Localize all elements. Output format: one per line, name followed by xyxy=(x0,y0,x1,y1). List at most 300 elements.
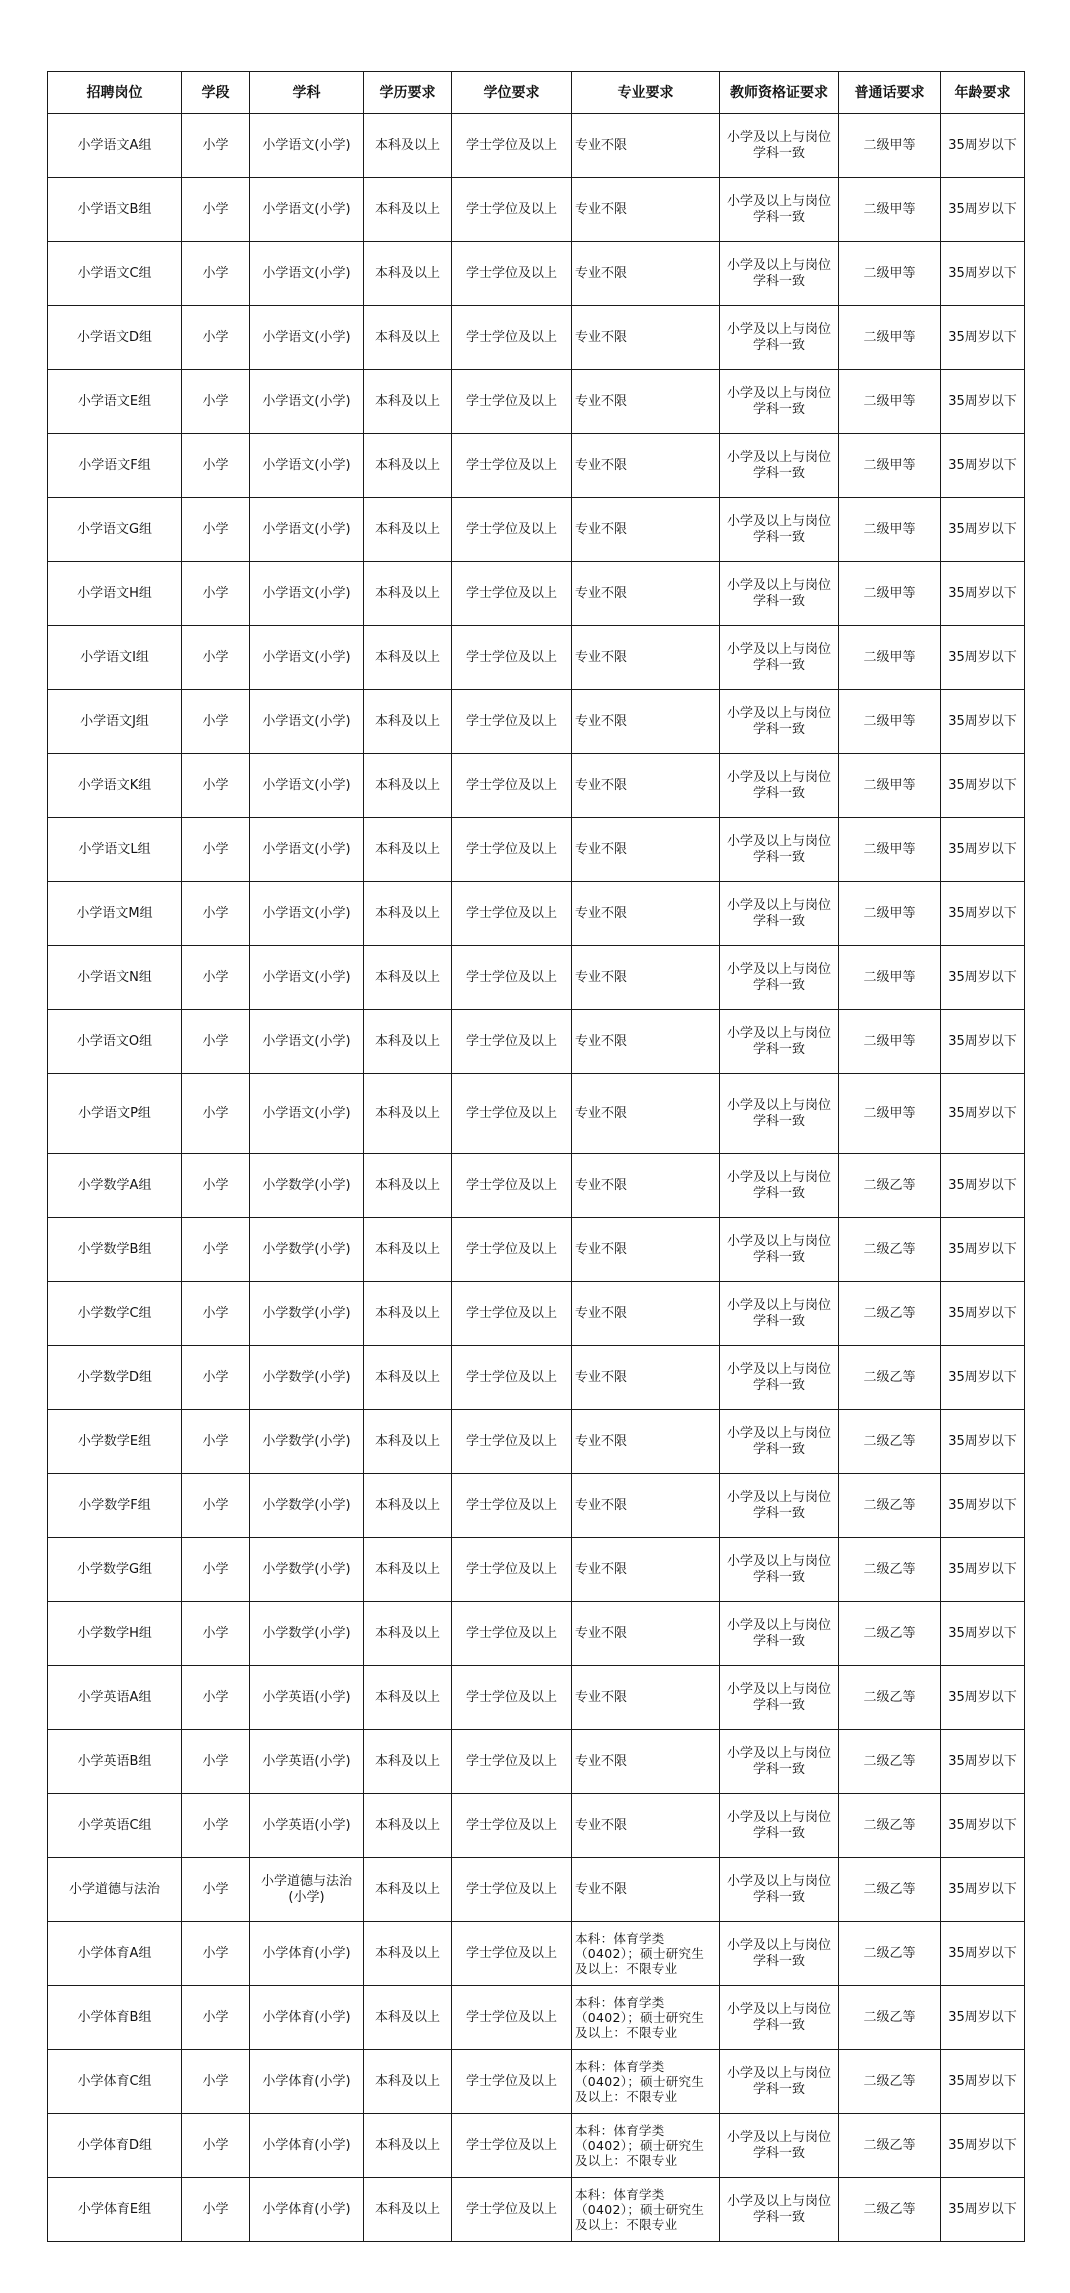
mandarin-cell: 二级甲等 xyxy=(839,754,941,818)
degree-cell: 学士学位及以上 xyxy=(452,626,572,690)
certificate-cell: 小学及以上与岗位学科一致 xyxy=(720,1858,839,1922)
mandarin-cell: 二级甲等 xyxy=(839,946,941,1010)
subject-cell: 小学语文(小学) xyxy=(250,754,364,818)
mandarin-cell: 二级甲等 xyxy=(839,882,941,946)
certificate-cell: 小学及以上与岗位学科一致 xyxy=(720,306,839,370)
subject-cell: 小学语文(小学) xyxy=(250,1074,364,1154)
table-row xyxy=(48,114,1025,178)
major-cell: 专业不限 xyxy=(572,1730,720,1794)
stage-cell: 小学 xyxy=(182,754,250,818)
subject-cell: 小学语文(小学) xyxy=(250,946,364,1010)
degree-cell: 学士学位及以上 xyxy=(452,498,572,562)
certificate-cell: 小学及以上与岗位学科一致 xyxy=(720,1666,839,1730)
subject-cell: 小学语文(小学) xyxy=(250,306,364,370)
education-cell: 本科及以上 xyxy=(364,1666,452,1730)
age-cell: 35周岁以下 xyxy=(941,818,1025,882)
position-cell: 小学体育D组 xyxy=(48,2114,182,2178)
certificate-cell: 小学及以上与岗位学科一致 xyxy=(720,498,839,562)
position-cell: 小学语文D组 xyxy=(48,306,182,370)
subject-cell: 小学数学(小学) xyxy=(250,1538,364,1602)
degree-cell: 学士学位及以上 xyxy=(452,2114,572,2178)
subject-cell: 小学语文(小学) xyxy=(250,818,364,882)
age-cell: 35周岁以下 xyxy=(941,1538,1025,1602)
header-degree: 学位要求 xyxy=(452,72,572,114)
major-cell: 专业不限 xyxy=(572,1794,720,1858)
table-row xyxy=(48,1538,1025,1602)
certificate-cell: 小学及以上与岗位学科一致 xyxy=(720,434,839,498)
education-cell: 本科及以上 xyxy=(364,434,452,498)
subject-cell: 小学语文(小学) xyxy=(250,690,364,754)
degree-cell: 学士学位及以上 xyxy=(452,2178,572,2242)
stage-cell: 小学 xyxy=(182,306,250,370)
age-cell: 35周岁以下 xyxy=(941,2178,1025,2242)
subject-cell: 小学语文(小学) xyxy=(250,1010,364,1074)
position-cell: 小学数学D组 xyxy=(48,1346,182,1410)
degree-cell: 学士学位及以上 xyxy=(452,1986,572,2050)
position-cell: 小学数学G组 xyxy=(48,1538,182,1602)
table-row xyxy=(48,562,1025,626)
certificate-cell: 小学及以上与岗位学科一致 xyxy=(720,2178,839,2242)
education-cell: 本科及以上 xyxy=(364,882,452,946)
major-cell: 专业不限 xyxy=(572,1602,720,1666)
subject-cell: 小学语文(小学) xyxy=(250,882,364,946)
education-cell: 本科及以上 xyxy=(364,114,452,178)
subject-cell: 小学语文(小学) xyxy=(250,114,364,178)
stage-cell: 小学 xyxy=(182,1410,250,1474)
subject-cell: 小学英语(小学) xyxy=(250,1794,364,1858)
degree-cell: 学士学位及以上 xyxy=(452,1074,572,1154)
mandarin-cell: 二级乙等 xyxy=(839,1794,941,1858)
position-cell: 小学语文A组 xyxy=(48,114,182,178)
certificate-cell: 小学及以上与岗位学科一致 xyxy=(720,1218,839,1282)
mandarin-cell: 二级乙等 xyxy=(839,1474,941,1538)
major-cell: 专业不限 xyxy=(572,562,720,626)
mandarin-cell: 二级乙等 xyxy=(839,1730,941,1794)
stage-cell: 小学 xyxy=(182,1074,250,1154)
major-cell: 专业不限 xyxy=(572,818,720,882)
major-cell: 本科：体育学类（0402）；硕士研究生及以上：不限专业 xyxy=(572,2114,720,2178)
education-cell: 本科及以上 xyxy=(364,1346,452,1410)
major-cell: 专业不限 xyxy=(572,1154,720,1218)
subject-cell: 小学英语(小学) xyxy=(250,1730,364,1794)
stage-cell: 小学 xyxy=(182,498,250,562)
position-cell: 小学语文E组 xyxy=(48,370,182,434)
table-row xyxy=(48,946,1025,1010)
major-cell: 专业不限 xyxy=(572,1410,720,1474)
certificate-cell: 小学及以上与岗位学科一致 xyxy=(720,1410,839,1474)
mandarin-cell: 二级甲等 xyxy=(839,626,941,690)
table-row xyxy=(48,1666,1025,1730)
age-cell: 35周岁以下 xyxy=(941,946,1025,1010)
certificate-cell: 小学及以上与岗位学科一致 xyxy=(720,2114,839,2178)
mandarin-cell: 二级乙等 xyxy=(839,2178,941,2242)
age-cell: 35周岁以下 xyxy=(941,1602,1025,1666)
age-cell: 35周岁以下 xyxy=(941,882,1025,946)
degree-cell: 学士学位及以上 xyxy=(452,1538,572,1602)
table-row xyxy=(48,1282,1025,1346)
table-row xyxy=(48,1346,1025,1410)
certificate-cell: 小学及以上与岗位学科一致 xyxy=(720,1602,839,1666)
table-row xyxy=(48,434,1025,498)
subject-cell: 小学语文(小学) xyxy=(250,434,364,498)
major-cell: 专业不限 xyxy=(572,882,720,946)
education-cell: 本科及以上 xyxy=(364,1282,452,1346)
position-cell: 小学英语A组 xyxy=(48,1666,182,1730)
age-cell: 35周岁以下 xyxy=(941,1794,1025,1858)
table-row xyxy=(48,1154,1025,1218)
certificate-cell: 小学及以上与岗位学科一致 xyxy=(720,1922,839,1986)
major-cell: 专业不限 xyxy=(572,434,720,498)
table-body xyxy=(48,114,1025,2242)
degree-cell: 学士学位及以上 xyxy=(452,2050,572,2114)
position-cell: 小学语文J组 xyxy=(48,690,182,754)
age-cell: 35周岁以下 xyxy=(941,1922,1025,1986)
position-cell: 小学语文B组 xyxy=(48,178,182,242)
stage-cell: 小学 xyxy=(182,882,250,946)
certificate-cell: 小学及以上与岗位学科一致 xyxy=(720,818,839,882)
stage-cell: 小学 xyxy=(182,1602,250,1666)
position-cell: 小学体育A组 xyxy=(48,1922,182,1986)
education-cell: 本科及以上 xyxy=(364,370,452,434)
stage-cell: 小学 xyxy=(182,1794,250,1858)
certificate-cell: 小学及以上与岗位学科一致 xyxy=(720,882,839,946)
recruitment-table xyxy=(47,71,1025,2242)
major-cell: 专业不限 xyxy=(572,754,720,818)
table-row xyxy=(48,498,1025,562)
education-cell: 本科及以上 xyxy=(364,1538,452,1602)
mandarin-cell: 二级甲等 xyxy=(839,690,941,754)
stage-cell: 小学 xyxy=(182,626,250,690)
table-row xyxy=(48,2178,1025,2242)
major-cell: 专业不限 xyxy=(572,690,720,754)
subject-cell: 小学语文(小学) xyxy=(250,626,364,690)
major-cell: 专业不限 xyxy=(572,1666,720,1730)
age-cell: 35周岁以下 xyxy=(941,754,1025,818)
major-cell: 专业不限 xyxy=(572,626,720,690)
education-cell: 本科及以上 xyxy=(364,498,452,562)
subject-cell: 小学数学(小学) xyxy=(250,1602,364,1666)
table-row xyxy=(48,690,1025,754)
mandarin-cell: 二级乙等 xyxy=(839,1538,941,1602)
mandarin-cell: 二级甲等 xyxy=(839,434,941,498)
degree-cell: 学士学位及以上 xyxy=(452,818,572,882)
stage-cell: 小学 xyxy=(182,1922,250,1986)
position-cell: 小学道德与法治 xyxy=(48,1858,182,1922)
mandarin-cell: 二级乙等 xyxy=(839,1666,941,1730)
age-cell: 35周岁以下 xyxy=(941,1666,1025,1730)
mandarin-cell: 二级乙等 xyxy=(839,1410,941,1474)
certificate-cell: 小学及以上与岗位学科一致 xyxy=(720,1474,839,1538)
degree-cell: 学士学位及以上 xyxy=(452,1858,572,1922)
header-subject: 学科 xyxy=(250,72,364,114)
table-row xyxy=(48,626,1025,690)
position-cell: 小学数学H组 xyxy=(48,1602,182,1666)
subject-cell: 小学语文(小学) xyxy=(250,562,364,626)
major-cell: 专业不限 xyxy=(572,370,720,434)
degree-cell: 学士学位及以上 xyxy=(452,1010,572,1074)
degree-cell: 学士学位及以上 xyxy=(452,562,572,626)
stage-cell: 小学 xyxy=(182,818,250,882)
degree-cell: 学士学位及以上 xyxy=(452,690,572,754)
mandarin-cell: 二级乙等 xyxy=(839,1282,941,1346)
stage-cell: 小学 xyxy=(182,370,250,434)
certificate-cell: 小学及以上与岗位学科一致 xyxy=(720,1346,839,1410)
degree-cell: 学士学位及以上 xyxy=(452,1794,572,1858)
stage-cell: 小学 xyxy=(182,2178,250,2242)
table-row xyxy=(48,818,1025,882)
degree-cell: 学士学位及以上 xyxy=(452,1218,572,1282)
education-cell: 本科及以上 xyxy=(364,2050,452,2114)
subject-cell: 小学体育(小学) xyxy=(250,2050,364,2114)
certificate-cell: 小学及以上与岗位学科一致 xyxy=(720,946,839,1010)
certificate-cell: 小学及以上与岗位学科一致 xyxy=(720,242,839,306)
age-cell: 35周岁以下 xyxy=(941,690,1025,754)
education-cell: 本科及以上 xyxy=(364,1410,452,1474)
table-row xyxy=(48,1074,1025,1154)
stage-cell: 小学 xyxy=(182,1218,250,1282)
mandarin-cell: 二级乙等 xyxy=(839,1154,941,1218)
age-cell: 35周岁以下 xyxy=(941,2050,1025,2114)
table-row xyxy=(48,242,1025,306)
mandarin-cell: 二级甲等 xyxy=(839,178,941,242)
degree-cell: 学士学位及以上 xyxy=(452,1922,572,1986)
mandarin-cell: 二级甲等 xyxy=(839,242,941,306)
position-cell: 小学数学F组 xyxy=(48,1474,182,1538)
education-cell: 本科及以上 xyxy=(364,2178,452,2242)
age-cell: 35周岁以下 xyxy=(941,434,1025,498)
position-cell: 小学数学A组 xyxy=(48,1154,182,1218)
education-cell: 本科及以上 xyxy=(364,754,452,818)
stage-cell: 小学 xyxy=(182,2050,250,2114)
stage-cell: 小学 xyxy=(182,178,250,242)
major-cell: 专业不限 xyxy=(572,1010,720,1074)
header-certificate: 教师资格证要求 xyxy=(720,72,839,114)
stage-cell: 小学 xyxy=(182,114,250,178)
age-cell: 35周岁以下 xyxy=(941,178,1025,242)
education-cell: 本科及以上 xyxy=(364,946,452,1010)
position-cell: 小学数学B组 xyxy=(48,1218,182,1282)
table-row xyxy=(48,2050,1025,2114)
major-cell: 本科：体育学类（0402）；硕士研究生及以上：不限专业 xyxy=(572,2178,720,2242)
subject-cell: 小学道德与法治(小学) xyxy=(250,1858,364,1922)
education-cell: 本科及以上 xyxy=(364,1858,452,1922)
major-cell: 专业不限 xyxy=(572,1346,720,1410)
header-education: 学历要求 xyxy=(364,72,452,114)
certificate-cell: 小学及以上与岗位学科一致 xyxy=(720,690,839,754)
mandarin-cell: 二级甲等 xyxy=(839,306,941,370)
age-cell: 35周岁以下 xyxy=(941,1154,1025,1218)
degree-cell: 学士学位及以上 xyxy=(452,1346,572,1410)
position-cell: 小学语文C组 xyxy=(48,242,182,306)
subject-cell: 小学语文(小学) xyxy=(250,242,364,306)
major-cell: 本科：体育学类（0402）；硕士研究生及以上：不限专业 xyxy=(572,2050,720,2114)
degree-cell: 学士学位及以上 xyxy=(452,1410,572,1474)
table-row xyxy=(48,754,1025,818)
table-row xyxy=(48,306,1025,370)
degree-cell: 学士学位及以上 xyxy=(452,434,572,498)
position-cell: 小学体育B组 xyxy=(48,1986,182,2050)
mandarin-cell: 二级甲等 xyxy=(839,1074,941,1154)
subject-cell: 小学数学(小学) xyxy=(250,1410,364,1474)
degree-cell: 学士学位及以上 xyxy=(452,1282,572,1346)
stage-cell: 小学 xyxy=(182,2114,250,2178)
certificate-cell: 小学及以上与岗位学科一致 xyxy=(720,562,839,626)
table-row xyxy=(48,1010,1025,1074)
certificate-cell: 小学及以上与岗位学科一致 xyxy=(720,1986,839,2050)
subject-cell: 小学体育(小学) xyxy=(250,2178,364,2242)
education-cell: 本科及以上 xyxy=(364,562,452,626)
age-cell: 35周岁以下 xyxy=(941,1074,1025,1154)
stage-cell: 小学 xyxy=(182,1010,250,1074)
major-cell: 专业不限 xyxy=(572,114,720,178)
age-cell: 35周岁以下 xyxy=(941,1858,1025,1922)
stage-cell: 小学 xyxy=(182,1282,250,1346)
header-position: 招聘岗位 xyxy=(48,72,182,114)
age-cell: 35周岁以下 xyxy=(941,1282,1025,1346)
age-cell: 35周岁以下 xyxy=(941,306,1025,370)
header-age: 年龄要求 xyxy=(941,72,1025,114)
age-cell: 35周岁以下 xyxy=(941,562,1025,626)
position-cell: 小学语文M组 xyxy=(48,882,182,946)
education-cell: 本科及以上 xyxy=(364,818,452,882)
certificate-cell: 小学及以上与岗位学科一致 xyxy=(720,178,839,242)
subject-cell: 小学数学(小学) xyxy=(250,1154,364,1218)
education-cell: 本科及以上 xyxy=(364,1794,452,1858)
table-row xyxy=(48,2114,1025,2178)
certificate-cell: 小学及以上与岗位学科一致 xyxy=(720,1538,839,1602)
mandarin-cell: 二级乙等 xyxy=(839,1858,941,1922)
age-cell: 35周岁以下 xyxy=(941,1410,1025,1474)
certificate-cell: 小学及以上与岗位学科一致 xyxy=(720,1730,839,1794)
subject-cell: 小学体育(小学) xyxy=(250,1922,364,1986)
mandarin-cell: 二级乙等 xyxy=(839,1602,941,1666)
stage-cell: 小学 xyxy=(182,1474,250,1538)
age-cell: 35周岁以下 xyxy=(941,114,1025,178)
education-cell: 本科及以上 xyxy=(364,1986,452,2050)
position-cell: 小学语文O组 xyxy=(48,1010,182,1074)
subject-cell: 小学语文(小学) xyxy=(250,178,364,242)
age-cell: 35周岁以下 xyxy=(941,626,1025,690)
certificate-cell: 小学及以上与岗位学科一致 xyxy=(720,1154,839,1218)
subject-cell: 小学数学(小学) xyxy=(250,1218,364,1282)
major-cell: 专业不限 xyxy=(572,178,720,242)
position-cell: 小学语文N组 xyxy=(48,946,182,1010)
education-cell: 本科及以上 xyxy=(364,626,452,690)
table-row xyxy=(48,1474,1025,1538)
education-cell: 本科及以上 xyxy=(364,2114,452,2178)
position-cell: 小学语文G组 xyxy=(48,498,182,562)
degree-cell: 学士学位及以上 xyxy=(452,1730,572,1794)
stage-cell: 小学 xyxy=(182,1730,250,1794)
education-cell: 本科及以上 xyxy=(364,1474,452,1538)
position-cell: 小学语文K组 xyxy=(48,754,182,818)
header-mandarin: 普通话要求 xyxy=(839,72,941,114)
stage-cell: 小学 xyxy=(182,1538,250,1602)
degree-cell: 学士学位及以上 xyxy=(452,754,572,818)
major-cell: 专业不限 xyxy=(572,1074,720,1154)
table-row xyxy=(48,1794,1025,1858)
stage-cell: 小学 xyxy=(182,1858,250,1922)
table-row xyxy=(48,1858,1025,1922)
mandarin-cell: 二级乙等 xyxy=(839,2050,941,2114)
age-cell: 35周岁以下 xyxy=(941,1986,1025,2050)
certificate-cell: 小学及以上与岗位学科一致 xyxy=(720,626,839,690)
stage-cell: 小学 xyxy=(182,1986,250,2050)
subject-cell: 小学语文(小学) xyxy=(250,498,364,562)
subject-cell: 小学语文(小学) xyxy=(250,370,364,434)
certificate-cell: 小学及以上与岗位学科一致 xyxy=(720,370,839,434)
position-cell: 小学语文H组 xyxy=(48,562,182,626)
mandarin-cell: 二级甲等 xyxy=(839,114,941,178)
age-cell: 35周岁以下 xyxy=(941,498,1025,562)
degree-cell: 学士学位及以上 xyxy=(452,1474,572,1538)
degree-cell: 学士学位及以上 xyxy=(452,946,572,1010)
education-cell: 本科及以上 xyxy=(364,242,452,306)
major-cell: 专业不限 xyxy=(572,242,720,306)
header-row xyxy=(48,72,1025,114)
education-cell: 本科及以上 xyxy=(364,1602,452,1666)
major-cell: 专业不限 xyxy=(572,1282,720,1346)
degree-cell: 学士学位及以上 xyxy=(452,1602,572,1666)
major-cell: 专业不限 xyxy=(572,1218,720,1282)
major-cell: 本科：体育学类（0402）；硕士研究生及以上：不限专业 xyxy=(572,1986,720,2050)
age-cell: 35周岁以下 xyxy=(941,370,1025,434)
degree-cell: 学士学位及以上 xyxy=(452,1666,572,1730)
subject-cell: 小学数学(小学) xyxy=(250,1474,364,1538)
age-cell: 35周岁以下 xyxy=(941,2114,1025,2178)
stage-cell: 小学 xyxy=(182,690,250,754)
position-cell: 小学数学E组 xyxy=(48,1410,182,1474)
header-major: 专业要求 xyxy=(572,72,720,114)
education-cell: 本科及以上 xyxy=(364,1010,452,1074)
certificate-cell: 小学及以上与岗位学科一致 xyxy=(720,2050,839,2114)
table-row xyxy=(48,178,1025,242)
subject-cell: 小学体育(小学) xyxy=(250,2114,364,2178)
education-cell: 本科及以上 xyxy=(364,1922,452,1986)
education-cell: 本科及以上 xyxy=(364,178,452,242)
position-cell: 小学语文P组 xyxy=(48,1074,182,1154)
stage-cell: 小学 xyxy=(182,1346,250,1410)
age-cell: 35周岁以下 xyxy=(941,1218,1025,1282)
position-cell: 小学数学C组 xyxy=(48,1282,182,1346)
major-cell: 专业不限 xyxy=(572,1858,720,1922)
certificate-cell: 小学及以上与岗位学科一致 xyxy=(720,1282,839,1346)
position-cell: 小学体育E组 xyxy=(48,2178,182,2242)
stage-cell: 小学 xyxy=(182,946,250,1010)
table-row xyxy=(48,1730,1025,1794)
position-cell: 小学体育C组 xyxy=(48,2050,182,2114)
age-cell: 35周岁以下 xyxy=(941,1730,1025,1794)
subject-cell: 小学数学(小学) xyxy=(250,1282,364,1346)
stage-cell: 小学 xyxy=(182,1154,250,1218)
certificate-cell: 小学及以上与岗位学科一致 xyxy=(720,1074,839,1154)
stage-cell: 小学 xyxy=(182,242,250,306)
degree-cell: 学士学位及以上 xyxy=(452,114,572,178)
major-cell: 本科：体育学类（0402）；硕士研究生及以上：不限专业 xyxy=(572,1922,720,1986)
degree-cell: 学士学位及以上 xyxy=(452,882,572,946)
major-cell: 专业不限 xyxy=(572,306,720,370)
table-row xyxy=(48,1218,1025,1282)
mandarin-cell: 二级甲等 xyxy=(839,498,941,562)
major-cell: 专业不限 xyxy=(572,946,720,1010)
table-row xyxy=(48,1410,1025,1474)
education-cell: 本科及以上 xyxy=(364,1074,452,1154)
header-stage: 学段 xyxy=(182,72,250,114)
education-cell: 本科及以上 xyxy=(364,306,452,370)
major-cell: 专业不限 xyxy=(572,1538,720,1602)
age-cell: 35周岁以下 xyxy=(941,242,1025,306)
position-cell: 小学英语B组 xyxy=(48,1730,182,1794)
